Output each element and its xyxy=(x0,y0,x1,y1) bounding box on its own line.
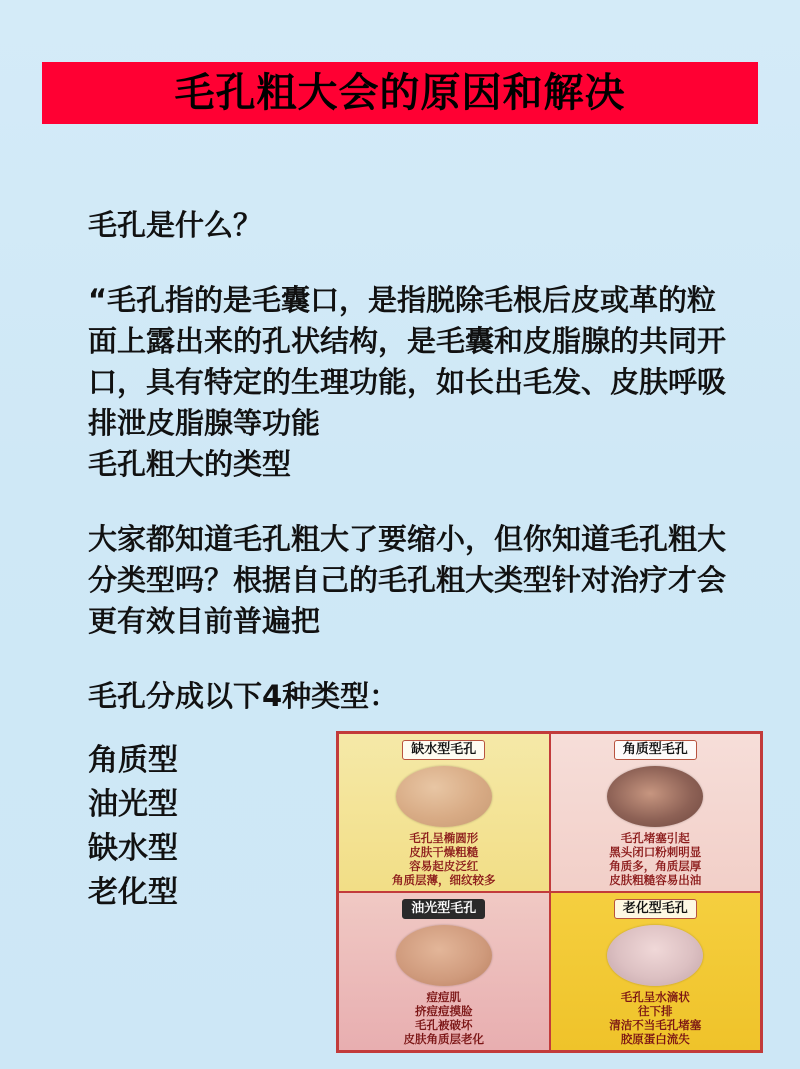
title-banner xyxy=(42,62,758,124)
skin-photo-icon xyxy=(396,925,492,986)
definition-paragraph: “毛孔指的是毛囊口，是指脱除毛根后皮或革的粒面上露出来的孔状结构，是毛囊和皮脂腺的共同开口，具有特定的生理功能，如长出毛发、皮肤呼吸排泄皮脂腺等功能 xyxy=(88,283,727,440)
cell-line: 痘痘肌 xyxy=(426,990,461,1004)
cell-line: 皮肤粗糙容易出油 xyxy=(609,873,702,887)
cell-line: 毛孔堵塞引起 xyxy=(620,831,690,845)
grid-cell-aging xyxy=(550,892,762,1051)
list-item: 缺水型 xyxy=(88,831,178,866)
cell-description xyxy=(609,831,701,887)
question-heading: 毛孔是什么？ xyxy=(88,208,263,242)
cell-line: 角质多，角质层厚 xyxy=(609,859,702,873)
spacer xyxy=(88,642,728,676)
spacer xyxy=(88,246,728,280)
skin-photo-icon xyxy=(607,766,703,827)
cell-line: 毛孔呈椭圆形 xyxy=(409,831,479,845)
list-item: 油光型 xyxy=(88,787,178,822)
pore-type-grid xyxy=(336,731,763,1053)
skin-photo-icon xyxy=(607,925,703,986)
grid-cell-dehydrated xyxy=(338,733,550,892)
cell-line: 皮肤干燥粗糙 xyxy=(409,845,479,859)
grid-cell-keratin xyxy=(550,733,762,892)
grid-cell-oily xyxy=(338,892,550,1051)
list-item: 老化型 xyxy=(88,875,178,910)
cell-description xyxy=(609,990,701,1046)
cell-title: 角质型毛孔 xyxy=(614,740,697,760)
cell-title: 油光型毛孔 xyxy=(402,899,485,919)
cell-line: 皮肤角质层老化 xyxy=(403,1032,484,1046)
types-heading: 毛孔粗大的类型 xyxy=(88,447,292,481)
cell-description xyxy=(404,990,485,1046)
list-heading: 毛孔分成以下4种类型： xyxy=(88,679,399,713)
cell-title: 缺水型毛孔 xyxy=(402,740,485,760)
skin-photo-icon xyxy=(396,766,492,827)
cell-line: 容易起皮泛红 xyxy=(409,859,479,873)
cell-line: 毛孔呈水滴状 xyxy=(620,990,690,1004)
spacer xyxy=(88,485,728,519)
cell-line: 胶原蛋白流失 xyxy=(620,1032,690,1046)
cell-title: 老化型毛孔 xyxy=(614,899,697,919)
cell-line: 往下排 xyxy=(638,1004,673,1018)
cell-line: 黑头闭口粉刺明显 xyxy=(609,845,702,859)
cell-line: 挤痘痘摸脸 xyxy=(415,1004,473,1018)
cell-line: 毛孔被破坏 xyxy=(415,1018,473,1032)
cell-line: 角质层薄，细纹较多 xyxy=(392,873,496,887)
cell-description xyxy=(392,831,496,887)
cell-line: 清洁不当毛孔堵塞 xyxy=(609,1018,702,1032)
list-item: 角质型 xyxy=(88,743,178,778)
intro-paragraph: 大家都知道毛孔粗大了要缩小，但你知道毛孔粗大分类型吗？根据自己的毛孔粗大类型针对治疗才会更有效目前普遍把 xyxy=(88,522,727,638)
page-title: 毛孔粗大会的原因和解决 xyxy=(174,70,626,116)
